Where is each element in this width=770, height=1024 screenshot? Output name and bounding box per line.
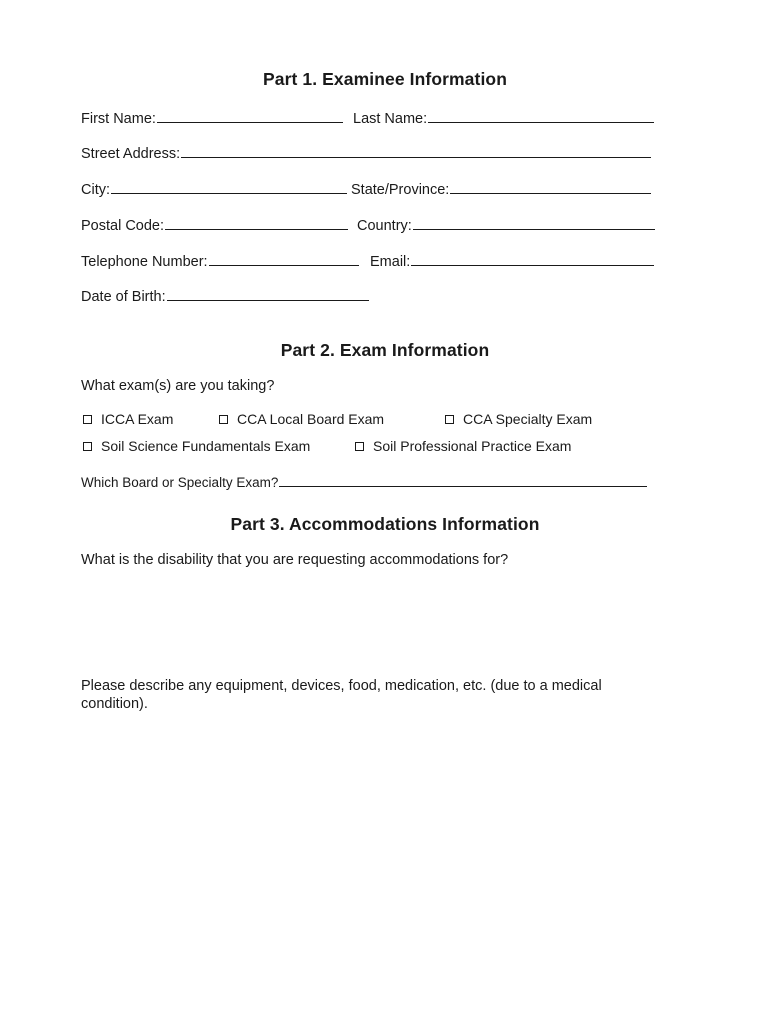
postal-code-blank[interactable] bbox=[165, 217, 348, 230]
first-name-blank[interactable] bbox=[157, 110, 343, 123]
telephone-field[interactable] bbox=[81, 253, 359, 270]
state-province-blank[interactable] bbox=[450, 181, 651, 194]
city-blank[interactable] bbox=[111, 181, 347, 194]
email-blank[interactable] bbox=[411, 253, 654, 266]
country-label: Country: bbox=[357, 218, 412, 234]
state-province-field[interactable] bbox=[351, 181, 651, 198]
which-exam-blank[interactable] bbox=[279, 474, 647, 487]
country-field[interactable] bbox=[357, 217, 655, 234]
checkbox-icon[interactable] bbox=[219, 415, 228, 424]
first-name-field[interactable] bbox=[81, 110, 343, 127]
option-label: CCA Specialty Exam bbox=[463, 411, 593, 427]
last-name-field[interactable] bbox=[353, 110, 654, 127]
street-address-field[interactable] bbox=[81, 145, 651, 162]
last-name-label: Last Name: bbox=[353, 111, 428, 127]
checkbox-icon[interactable] bbox=[445, 415, 454, 424]
date-of-birth-blank[interactable] bbox=[167, 288, 369, 301]
checkbox-icon[interactable] bbox=[83, 442, 92, 451]
first-name-label: First Name: bbox=[81, 111, 156, 127]
part1-heading: Part 1. Examinee Information bbox=[263, 69, 507, 89]
checkbox-icon[interactable] bbox=[355, 442, 364, 451]
telephone-blank[interactable] bbox=[209, 253, 359, 266]
option-label: Soil Science Fundamentals Exam bbox=[101, 438, 311, 454]
state-province-label: State/Province: bbox=[351, 182, 450, 198]
option-cca-local-board-exam[interactable] bbox=[219, 411, 384, 427]
city-label: City: bbox=[81, 182, 110, 198]
email-label: Email: bbox=[370, 254, 411, 270]
date-of-birth-field[interactable] bbox=[81, 288, 369, 305]
date-of-birth-label: Date of Birth: bbox=[81, 289, 166, 305]
part3-heading: Part 3. Accommodations Information bbox=[230, 514, 540, 534]
option-soil-science-fundamentals-exam[interactable] bbox=[83, 438, 310, 454]
option-label: Soil Professional Practice Exam bbox=[373, 438, 572, 454]
part2-heading: Part 2. Exam Information bbox=[280, 340, 490, 360]
postal-code-label: Postal Code: bbox=[81, 218, 165, 234]
checkbox-icon[interactable] bbox=[83, 415, 92, 424]
option-label: ICCA Exam bbox=[101, 411, 174, 427]
country-blank[interactable] bbox=[413, 217, 655, 230]
which-exam-field[interactable] bbox=[81, 474, 647, 490]
city-field[interactable] bbox=[81, 181, 347, 198]
option-icca-exam[interactable] bbox=[83, 411, 173, 427]
street-address-blank[interactable] bbox=[181, 145, 651, 158]
telephone-label: Telephone Number: bbox=[81, 254, 208, 270]
disability-question: What is the disability that you are requesting accommodations for? bbox=[81, 552, 509, 568]
email-field[interactable] bbox=[370, 253, 654, 270]
which-exam-label: Which Board or Specialty Exam? bbox=[81, 475, 279, 490]
option-label: CCA Local Board Exam bbox=[237, 411, 385, 427]
street-address-label: Street Address: bbox=[81, 146, 181, 162]
exam-question: What exam(s) are you taking? bbox=[81, 378, 275, 394]
equipment-question: Please describe any equipment, devices, food, medication, etc. (due to a medical condition). bbox=[81, 678, 602, 712]
postal-code-field[interactable] bbox=[81, 217, 348, 234]
option-cca-specialty-exam[interactable] bbox=[445, 411, 592, 427]
option-soil-professional-practice-exam[interactable] bbox=[355, 438, 571, 454]
last-name-blank[interactable] bbox=[428, 110, 654, 123]
